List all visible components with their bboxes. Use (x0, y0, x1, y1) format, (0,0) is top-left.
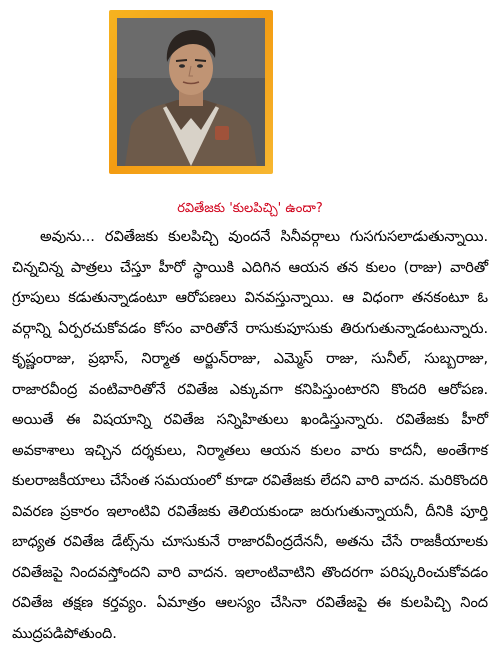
article-body (12, 222, 488, 649)
article-photo (117, 18, 265, 166)
photo-frame (109, 10, 273, 174)
article-paragraph: అవును... రవితేజకు కులపిచ్చి వుందనే సినీవర్గాలు గుసగుసలాడుతున్నాయి. చిన్నచిన్న పాత్రలు చేస్తూ హీరో స్థాయికి ఎదిగిన ఆయన తన కులం (రాజు) వారితో గ్రూపులు కడుతున్నాడంటూ ఆరోపణలు వినవస్తున్నాయి. ఆ విధంగా తనకంటూ ఓ వర్గాన్ని ఏర్పరచుకోవడం కోసం వారితోనే రాసుకుపూసుకు తిరుగుతున్నాడంటున్నారు. కృష్ణంరాజు, ప్రభాస్, నిర్మాత అర్జున్‌రాజు, ఎమ్మెస్ రాజు, సునీల్, సుబ్బరాజు, రాజారవీంద్ర వంటివారితోనే రవితేజ ఎక్కువగా కనిపిస్తుంటారని కొందరి ఆరోపణ. అయితే ఈ విషయాన్ని రవితేజ సన్నిహితులు ఖండిస్తున్నారు. రవితేజకు హీరో అవకాశాలు ఇచ్చిన దర్శకులు, నిర్మాతలు ఆయన కులం వారు కాదనీ, అంతేగాక కులరాజకీయాలు చేసేంత సమయంలో కూడా రవితేజకు లేదని వారి వాదన. మరికొందరి వివరణ ప్రకారం ఇలాంటివి రవితేజకు తెలియకుండా జరుగుతున్నాయనీ, దీనికి పూర్తి బాధ్యత రవితేజ డేట్స్‌ను చూసుకునే రాజారవీంద్రదేననీ, అతను చేసే రాజకీయాలకు రవితేజపై నిందవస్తోందని వారి వాదన. ఇలాంటివాటిని తొందరగా పరిష్కరించుకోవడం రవితేజ తక్షణ కర్తవ్యం. ఏమాత్రం ఆలస్యం చేసినా రవితేజపై ఈ కులపిచ్చి నింద ముద్రపడిపోతుంది. (12, 228, 488, 642)
article-headline: రవితేజకు 'కులపిచ్చి' ఉందా? (177, 201, 323, 216)
person-illustration (117, 18, 265, 166)
